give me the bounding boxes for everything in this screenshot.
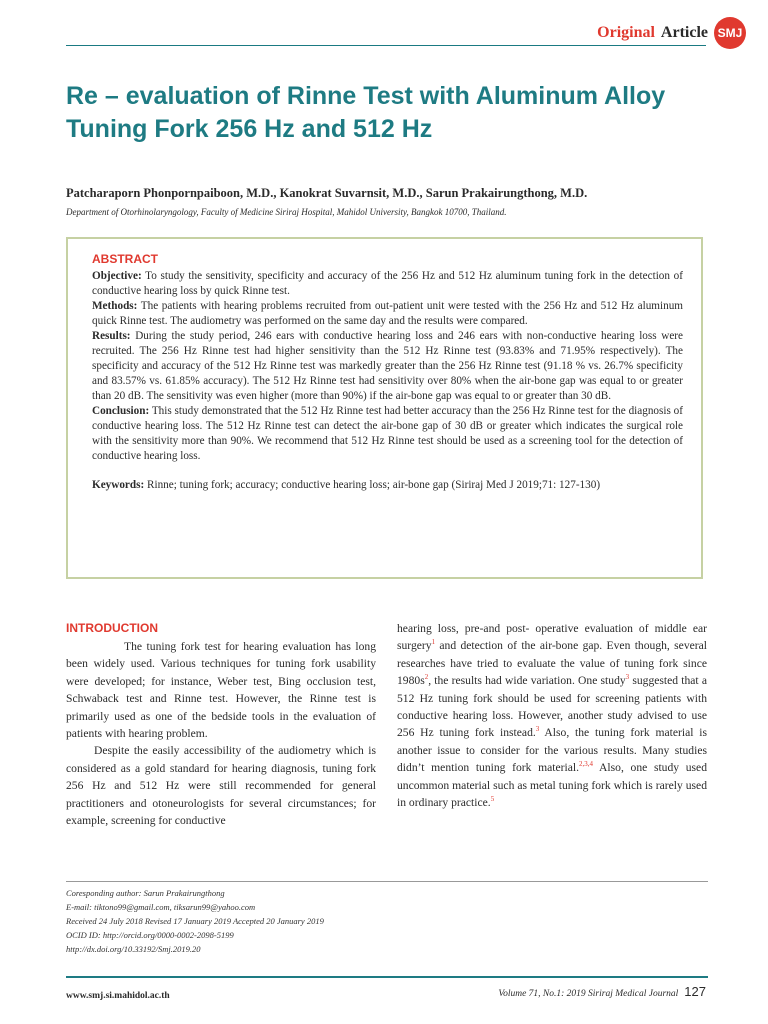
text-segment: hearing loss, pre-and post- operative evaluation of middle ear surgery bbox=[397, 622, 707, 653]
results-label: Results: bbox=[92, 330, 131, 342]
footnote-rule-right bbox=[358, 881, 708, 882]
header-rule bbox=[66, 45, 706, 46]
text-segment: suggested that a 512 Hz tuning fork should be used for screening patients with conductive hearing loss. However, another study advised to use 256 Hz tuning fork instead. bbox=[397, 674, 707, 740]
abstract-results bbox=[92, 329, 683, 404]
article-type-original: Original bbox=[597, 24, 655, 41]
abstract-heading: ABSTRACT bbox=[92, 252, 158, 266]
intro-paragraph-2: Despite the easily accessibility of the audiometry which is considered as a gold standard for hearing diagnosis, tuning fork 256 Hz and 512 Hz were still recommended for general practitioners and otoneurologists for several circumstances; for example, screening for conductive bbox=[66, 744, 376, 828]
author-email: E-mail: tiktono99@gmail.com, tiksarun99@yahoo.com bbox=[66, 902, 256, 912]
keywords-label: Keywords: bbox=[92, 479, 145, 491]
abstract-objective bbox=[92, 269, 683, 299]
page-number: 127 bbox=[684, 984, 706, 999]
title-line-2: Tuning Fork 256 Hz and 512 Hz bbox=[66, 115, 433, 143]
body-column-left bbox=[66, 620, 376, 829]
conclusion-text: This study demonstrated that the 512 Hz Rinne test had better accuracy than the 256 Hz Rinne test for the diagnosis of conductive hearing loss. The 512 Hz Rinne test can detect the air-bone gap of 30 dB or greater which indicates the surgical role with the sensitivity more than 90%. We recommend that 512 Hz Rinne test should be used as a screening tool for the detection of conductive hearing loss. bbox=[92, 405, 683, 462]
results-text: During the study period, 246 ears with conductive hearing loss and 246 ears with non-conductive hearing loss were recruited. The 256 Hz Rinne test had higher sensitivity than the 512 Hz Rinne test (93.83% and 71.95% respectively). The specificity and accuracy of the 512 Hz Rinne test was markedly greater than the 256 Hz Rinne test (91.18 % vs. 26.7% specificity and 83.57% vs. 61.85% accuracy). The 512 Hz Rinne test had sensitivity over 80% when the air-bone gap was equal to or greater than 20 dB. The sensitivity was even higher (more than 90%) if the air-bone gap was equal to or greater than 30 dB. bbox=[92, 330, 683, 402]
abstract-conclusion bbox=[92, 404, 683, 464]
article-type-article: Article bbox=[660, 24, 708, 41]
citation-ref: 1 bbox=[431, 638, 436, 647]
intro-paragraph-continued bbox=[397, 620, 707, 811]
journal-website[interactable]: www.smj.si.mahidol.ac.th bbox=[66, 991, 170, 1001]
title-line-1: Re – evaluation of Rinne Test with Aluminum Alloy bbox=[66, 82, 666, 110]
keywords-text: Rinne; tuning fork; accuracy; conductive hearing loss; air-bone gap (Siriraj Med J 2019;71: 127-130) bbox=[144, 479, 601, 491]
objective-label: Objective: bbox=[92, 270, 142, 282]
citation-ref: 2,3,4 bbox=[579, 760, 594, 769]
doi-link[interactable]: http://dx.doi.org/10.33192/Smj.2019.20 bbox=[66, 944, 201, 954]
footnote-rule bbox=[66, 881, 358, 882]
submission-dates: Received 24 July 2018 Revised 17 January 2019 Accepted 20 January 2019 bbox=[66, 916, 324, 926]
corresponding-author: Coresponding author: Sarun Prakairungthong bbox=[66, 888, 225, 898]
article-title bbox=[66, 80, 726, 146]
introduction-heading: INTRODUCTION bbox=[66, 621, 158, 635]
citation-ref: 2 bbox=[424, 673, 429, 682]
affiliation: Department of Otorhinolaryngology, Faculty of Medicine Siriraj Hospital, Mahidol University, Bangkok 10700, Thailand. bbox=[66, 207, 507, 217]
text-segment: Also, the tuning fork material is another issue to consider for the various results. Many studies didn’t mention tuning fork material. bbox=[397, 726, 708, 775]
conclusion-label: Conclusion: bbox=[92, 405, 150, 417]
methods-text: The patients with hearing problems recruited from out-patient unit were tested with the 256 Hz and 512 Hz aluminum quick Rinne test. The audiometry was performed on the same day and the results were compared. bbox=[92, 300, 683, 327]
body-column-right bbox=[397, 620, 707, 811]
citation-ref: 5 bbox=[490, 795, 495, 804]
methods-label: Methods: bbox=[92, 300, 138, 312]
abstract-box bbox=[66, 237, 703, 579]
smj-logo: SMJ bbox=[714, 17, 746, 49]
citation-ref: 3 bbox=[625, 673, 630, 682]
orcid-link[interactable]: OCID ID: http://orcid.org/0000-0002-2098-5199 bbox=[66, 930, 234, 940]
text-segment: and detection of the air-bone gap. Even though, several researches have tried to evaluate the value of tuning fork since 1980s bbox=[397, 639, 707, 688]
journal-citation: Volume 71, No.1: 2019 Siriraj Medical Journal bbox=[498, 989, 679, 999]
abstract-keywords bbox=[92, 478, 683, 493]
author-list: Patcharaporn Phonpornpaiboon, M.D., Kanokrat Suvarnsit, M.D., Sarun Prakairungthong, M.D. bbox=[66, 186, 588, 200]
citation-ref: 3 bbox=[535, 725, 540, 734]
footnotes bbox=[66, 886, 324, 956]
footer-rule bbox=[66, 976, 708, 978]
abstract-methods bbox=[92, 299, 683, 329]
intro-paragraph-1: The tuning fork test for hearing evaluation has long been widely used. Various techniques for tuning fork usability were developed; for instance, Weber test, Bing occlusion test, Schwaback test and Rinne test. However, the Rinne test is primarily used as one of the bedside tools in the evaluation of patients with hearing problem. bbox=[66, 640, 376, 741]
text-segment: , the results had wide variation. One study bbox=[428, 674, 626, 688]
objective-text: To study the sensitivity, specificity and accuracy of the 256 Hz and 512 Hz aluminum tuning fork in the detection of conductive hearing loss by quick Rinne test. bbox=[92, 270, 683, 297]
footer-journal-info bbox=[498, 984, 706, 999]
text-segment: Also, one study used uncommon material such as metal tuning fork which is rarely used in ordinary practice. bbox=[397, 761, 707, 810]
